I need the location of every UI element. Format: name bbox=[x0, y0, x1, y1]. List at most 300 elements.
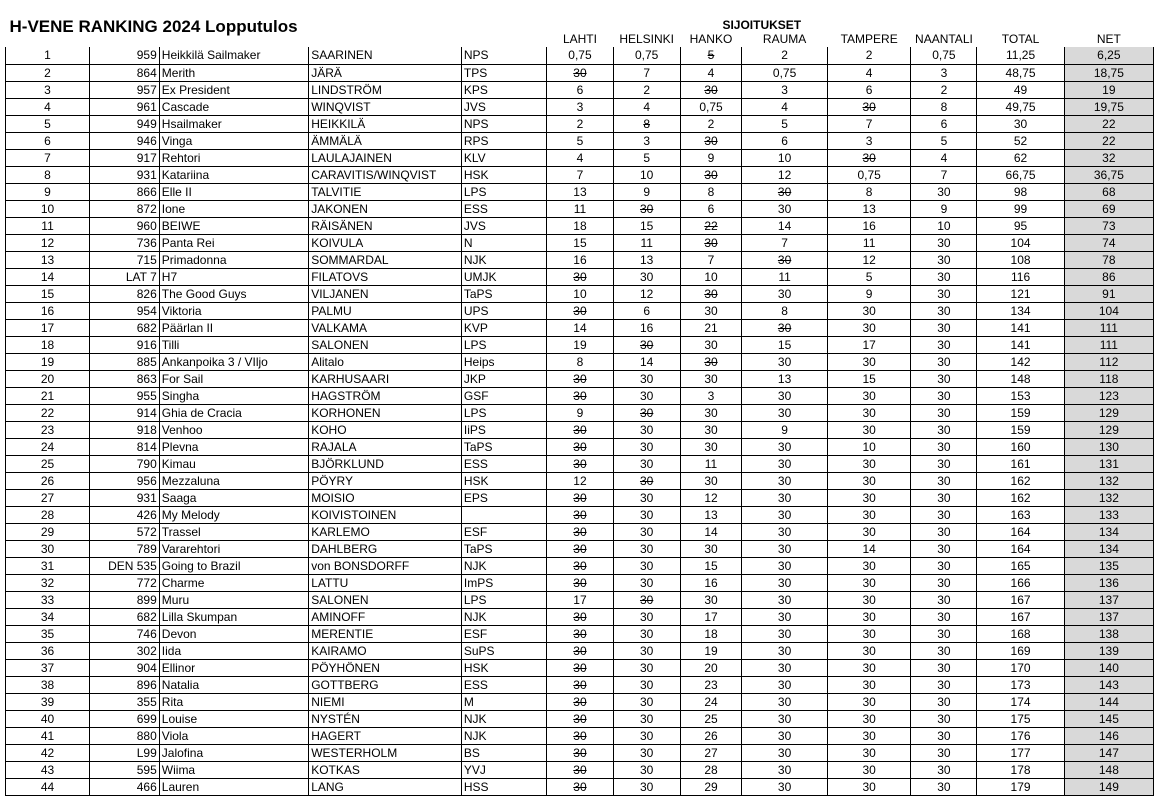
table-row bbox=[6, 710, 1154, 727]
sail-number-cell: L99 bbox=[90, 744, 160, 761]
net-cell: 136 bbox=[1064, 574, 1153, 591]
hanko-cell: 29 bbox=[680, 778, 742, 795]
boat-name-cell: Charme bbox=[159, 574, 308, 591]
tampere-cell: 0,75 bbox=[827, 166, 911, 183]
rank-cell: 43 bbox=[6, 761, 90, 778]
boat-name-cell: Ankanpoika 3 / VIljo bbox=[159, 353, 308, 370]
skipper-cell: WINQVIST bbox=[309, 98, 462, 115]
table-row bbox=[6, 472, 1154, 489]
table-row bbox=[6, 336, 1154, 353]
hanko-cell: 23 bbox=[680, 676, 742, 693]
sail-number-cell: 914 bbox=[90, 404, 160, 421]
skipper-cell: HAGSTRÖM bbox=[309, 387, 462, 404]
rank-cell: 37 bbox=[6, 659, 90, 676]
net-cell: 144 bbox=[1064, 693, 1153, 710]
lahti-cell: 30 bbox=[547, 268, 614, 285]
sail-number-cell: 814 bbox=[90, 438, 160, 455]
skipper-cell: KARLEMO bbox=[309, 523, 462, 540]
hanko-cell: 14 bbox=[680, 523, 742, 540]
tampere-cell: 30 bbox=[827, 302, 911, 319]
lahti-cell: 30 bbox=[547, 540, 614, 557]
boat-name-cell: Rehtori bbox=[159, 149, 308, 166]
total-cell: 162 bbox=[977, 489, 1064, 506]
net-cell: 139 bbox=[1064, 642, 1153, 659]
tampere-cell: 30 bbox=[827, 387, 911, 404]
boat-name-cell: Rita bbox=[159, 693, 308, 710]
helsinki-cell: 30 bbox=[613, 438, 680, 455]
tampere-cell: 30 bbox=[827, 455, 911, 472]
sail-number-cell: 954 bbox=[90, 302, 160, 319]
skipper-cell: RÄISÄNEN bbox=[309, 217, 462, 234]
hanko-cell: 6 bbox=[680, 200, 742, 217]
total-cell: 164 bbox=[977, 540, 1064, 557]
naantali-cell: 30 bbox=[911, 540, 977, 557]
naantali-cell: 30 bbox=[911, 761, 977, 778]
club-cell: NJK bbox=[461, 710, 546, 727]
hanko-cell: 0,75 bbox=[680, 98, 742, 115]
helsinki-cell: 30 bbox=[613, 778, 680, 795]
rank-cell: 21 bbox=[6, 387, 90, 404]
net-cell: 86 bbox=[1064, 268, 1153, 285]
skipper-cell: PALMU bbox=[309, 302, 462, 319]
hanko-cell: 30 bbox=[680, 336, 742, 353]
naantali-cell: 30 bbox=[911, 285, 977, 302]
net-cell: 118 bbox=[1064, 370, 1153, 387]
total-cell: 178 bbox=[977, 761, 1064, 778]
net-cell: 104 bbox=[1064, 302, 1153, 319]
boat-name-cell: Panta Rei bbox=[159, 234, 308, 251]
table-row bbox=[6, 659, 1154, 676]
skipper-cell: SOMMARDAL bbox=[309, 251, 462, 268]
sail-number-cell: 961 bbox=[90, 98, 160, 115]
tampere-cell: 30 bbox=[827, 761, 911, 778]
sail-number-cell: 699 bbox=[90, 710, 160, 727]
table-row bbox=[6, 370, 1154, 387]
net-cell: 133 bbox=[1064, 506, 1153, 523]
boat-name-cell: Louise bbox=[159, 710, 308, 727]
table-row bbox=[6, 387, 1154, 404]
skipper-cell: KOIVULA bbox=[309, 234, 462, 251]
tampere-cell: 6 bbox=[827, 81, 911, 98]
club-cell bbox=[461, 506, 546, 523]
club-cell: UMJK bbox=[461, 268, 546, 285]
club-cell: LPS bbox=[461, 336, 546, 353]
club-cell: HSK bbox=[461, 472, 546, 489]
lahti-cell: 30 bbox=[547, 710, 614, 727]
sail-number-cell: 960 bbox=[90, 217, 160, 234]
club-cell: ESS bbox=[461, 455, 546, 472]
col-naantali: NAANTALI bbox=[915, 32, 973, 46]
club-cell: TPS bbox=[461, 64, 546, 81]
table-row bbox=[6, 608, 1154, 625]
net-header-top bbox=[1064, 5, 1153, 31]
lahti-cell: 30 bbox=[547, 557, 614, 574]
net-cell: 129 bbox=[1064, 404, 1153, 421]
hanko-cell: 26 bbox=[680, 727, 742, 744]
rauma-cell: 15 bbox=[742, 336, 827, 353]
hanko-cell: 2 bbox=[680, 115, 742, 132]
rank-cell: 39 bbox=[6, 693, 90, 710]
lahti-cell: 16 bbox=[547, 251, 614, 268]
total-cell: 134 bbox=[977, 302, 1064, 319]
lahti-cell: 15 bbox=[547, 234, 614, 251]
naantali-cell: 5 bbox=[911, 132, 977, 149]
net-cell: 149 bbox=[1064, 778, 1153, 795]
col-total: TOTAL bbox=[1001, 32, 1040, 46]
sail-number-cell: 959 bbox=[90, 47, 160, 64]
total-cell: 179 bbox=[977, 778, 1064, 795]
boat-name-cell: Ellinor bbox=[159, 659, 308, 676]
tampere-cell: 30 bbox=[827, 319, 911, 336]
boat-name-cell: Elle II bbox=[159, 183, 308, 200]
lahti-cell: 30 bbox=[547, 693, 614, 710]
hanko-cell: 13 bbox=[680, 506, 742, 523]
total-cell: 148 bbox=[977, 370, 1064, 387]
table-row bbox=[6, 98, 1154, 115]
helsinki-cell: 16 bbox=[613, 319, 680, 336]
rauma-cell: 4 bbox=[742, 98, 827, 115]
tampere-cell: 17 bbox=[827, 336, 911, 353]
boat-name-cell: Muru bbox=[159, 591, 308, 608]
tampere-cell: 13 bbox=[827, 200, 911, 217]
skipper-cell: KAIRAMO bbox=[309, 642, 462, 659]
rauma-cell: 30 bbox=[742, 540, 827, 557]
lahti-cell: 14 bbox=[547, 319, 614, 336]
rauma-cell: 30 bbox=[742, 557, 827, 574]
tampere-cell: 3 bbox=[827, 132, 911, 149]
total-cell: 142 bbox=[977, 353, 1064, 370]
naantali-cell: 10 bbox=[911, 217, 977, 234]
lahti-cell: 30 bbox=[547, 574, 614, 591]
helsinki-cell: 30 bbox=[613, 489, 680, 506]
rank-cell: 3 bbox=[6, 81, 90, 98]
table-row bbox=[6, 64, 1154, 81]
tampere-cell: 30 bbox=[827, 625, 911, 642]
boat-name-cell: Viola bbox=[159, 727, 308, 744]
helsinki-cell: 5 bbox=[613, 149, 680, 166]
net-cell: 112 bbox=[1064, 353, 1153, 370]
net-cell: 18,75 bbox=[1064, 64, 1153, 81]
table-row bbox=[6, 166, 1154, 183]
sail-number-cell: 955 bbox=[90, 387, 160, 404]
tampere-cell: 30 bbox=[827, 472, 911, 489]
skipper-cell: VILJANEN bbox=[309, 285, 462, 302]
skipper-cell: AMINOFF bbox=[309, 608, 462, 625]
naantali-cell: 30 bbox=[911, 625, 977, 642]
hanko-cell: 27 bbox=[680, 744, 742, 761]
club-cell: LPS bbox=[461, 183, 546, 200]
boat-name-cell: Ex President bbox=[159, 81, 308, 98]
net-cell: 6,25 bbox=[1064, 47, 1153, 64]
rank-cell: 2 bbox=[6, 64, 90, 81]
helsinki-cell: 30 bbox=[613, 557, 680, 574]
tampere-cell: 30 bbox=[827, 710, 911, 727]
rank-cell: 15 bbox=[6, 285, 90, 302]
skipper-cell: LATTU bbox=[309, 574, 462, 591]
tampere-cell: 30 bbox=[827, 557, 911, 574]
helsinki-cell: 4 bbox=[613, 98, 680, 115]
total-cell: 165 bbox=[977, 557, 1064, 574]
boat-name-cell: Natalia bbox=[159, 676, 308, 693]
helsinki-cell: 30 bbox=[613, 591, 680, 608]
table-row bbox=[6, 489, 1154, 506]
boat-name-cell: Heikkilä Sailmaker bbox=[159, 47, 308, 64]
rauma-cell: 30 bbox=[742, 761, 827, 778]
table-row bbox=[6, 234, 1154, 251]
naantali-cell: 30 bbox=[911, 710, 977, 727]
table-row bbox=[6, 642, 1154, 659]
skipper-cell: HEIKKILÄ bbox=[309, 115, 462, 132]
helsinki-cell: 30 bbox=[613, 387, 680, 404]
rauma-cell: 0,75 bbox=[742, 64, 827, 81]
helsinki-cell: 30 bbox=[613, 676, 680, 693]
sail-number-cell: DEN 535 bbox=[90, 557, 160, 574]
table-row bbox=[6, 506, 1154, 523]
lahti-cell: 0,75 bbox=[547, 47, 614, 64]
net-cell: 91 bbox=[1064, 285, 1153, 302]
ranking-rows bbox=[6, 47, 1154, 795]
rank-cell: 1 bbox=[6, 47, 90, 64]
skipper-cell: KOHO bbox=[309, 421, 462, 438]
tampere-cell: 30 bbox=[827, 98, 911, 115]
group-header: SIJOITUKSET bbox=[722, 18, 802, 31]
tampere-cell: 5 bbox=[827, 268, 911, 285]
tampere-cell: 9 bbox=[827, 285, 911, 302]
lahti-cell: 30 bbox=[547, 438, 614, 455]
club-cell: ImPS bbox=[461, 574, 546, 591]
helsinki-cell: 13 bbox=[613, 251, 680, 268]
rauma-cell: 5 bbox=[742, 115, 827, 132]
net-cell: 146 bbox=[1064, 727, 1153, 744]
net-cell: 111 bbox=[1064, 319, 1153, 336]
total-cell: 108 bbox=[977, 251, 1064, 268]
sail-number-cell: 931 bbox=[90, 489, 160, 506]
rank-cell: 8 bbox=[6, 166, 90, 183]
col-hanko: HANKO bbox=[689, 32, 733, 46]
helsinki-cell: 7 bbox=[613, 64, 680, 81]
rank-cell: 10 bbox=[6, 200, 90, 217]
table-row bbox=[6, 404, 1154, 421]
skipper-cell: NYSTÉN bbox=[309, 710, 462, 727]
skipper-cell: NIEMI bbox=[309, 693, 462, 710]
rauma-cell: 30 bbox=[742, 676, 827, 693]
sail-number-cell: 790 bbox=[90, 455, 160, 472]
net-cell: 131 bbox=[1064, 455, 1153, 472]
net-cell: 19 bbox=[1064, 81, 1153, 98]
lahti-cell: 30 bbox=[547, 761, 614, 778]
club-cell: RPS bbox=[461, 132, 546, 149]
table-row bbox=[6, 744, 1154, 761]
total-cell: 164 bbox=[977, 523, 1064, 540]
club-cell: NPS bbox=[461, 47, 546, 64]
rank-cell: 17 bbox=[6, 319, 90, 336]
rauma-cell: 30 bbox=[742, 693, 827, 710]
table-row bbox=[6, 319, 1154, 336]
helsinki-cell: 30 bbox=[613, 659, 680, 676]
club-cell: M bbox=[461, 693, 546, 710]
rauma-cell: 30 bbox=[742, 353, 827, 370]
col-helsinki: HELSINKI bbox=[619, 32, 675, 46]
rank-cell: 35 bbox=[6, 625, 90, 642]
lahti-cell: 30 bbox=[547, 659, 614, 676]
hanko-cell: 17 bbox=[680, 608, 742, 625]
skipper-cell: GOTTBERG bbox=[309, 676, 462, 693]
rauma-cell: 30 bbox=[742, 489, 827, 506]
skipper-cell: von BONSDORFF bbox=[309, 557, 462, 574]
tampere-cell: 30 bbox=[827, 489, 911, 506]
hanko-cell: 3 bbox=[680, 387, 742, 404]
hanko-cell: 30 bbox=[680, 132, 742, 149]
total-cell: 104 bbox=[977, 234, 1064, 251]
club-cell: IiPS bbox=[461, 421, 546, 438]
boat-name-cell: Iida bbox=[159, 642, 308, 659]
skipper-cell: MERENTIE bbox=[309, 625, 462, 642]
club-cell: UPS bbox=[461, 302, 546, 319]
hanko-cell: 30 bbox=[680, 370, 742, 387]
boat-name-cell: Cascade bbox=[159, 98, 308, 115]
sail-number-cell: 302 bbox=[90, 642, 160, 659]
tampere-cell: 30 bbox=[827, 149, 911, 166]
table-row bbox=[6, 523, 1154, 540]
boat-name-cell: Wiima bbox=[159, 761, 308, 778]
tampere-cell: 30 bbox=[827, 506, 911, 523]
rauma-cell: 30 bbox=[742, 387, 827, 404]
total-cell: 121 bbox=[977, 285, 1064, 302]
sail-number-cell: 880 bbox=[90, 727, 160, 744]
naantali-cell: 30 bbox=[911, 489, 977, 506]
rauma-cell: 30 bbox=[742, 183, 827, 200]
lahti-cell: 30 bbox=[547, 642, 614, 659]
sail-number-cell: 896 bbox=[90, 676, 160, 693]
lahti-cell: 5 bbox=[547, 132, 614, 149]
naantali-cell: 30 bbox=[911, 659, 977, 676]
table-row bbox=[6, 217, 1154, 234]
total-cell: 62 bbox=[977, 149, 1064, 166]
net-cell: 78 bbox=[1064, 251, 1153, 268]
table-row bbox=[6, 438, 1154, 455]
boat-name-cell: Venhoo bbox=[159, 421, 308, 438]
sail-number-cell: 863 bbox=[90, 370, 160, 387]
naantali-cell: 30 bbox=[911, 744, 977, 761]
skipper-cell: MOISIO bbox=[309, 489, 462, 506]
skipper-cell: LINDSTRÖM bbox=[309, 81, 462, 98]
rauma-cell: 7 bbox=[742, 234, 827, 251]
naantali-cell: 4 bbox=[911, 149, 977, 166]
total-cell: 168 bbox=[977, 625, 1064, 642]
total-cell: 48,75 bbox=[977, 64, 1064, 81]
lahti-cell: 30 bbox=[547, 608, 614, 625]
club-cell: SuPS bbox=[461, 642, 546, 659]
club-cell: JKP bbox=[461, 370, 546, 387]
sail-number-cell: 866 bbox=[90, 183, 160, 200]
tampere-cell: 30 bbox=[827, 353, 911, 370]
naantali-cell: 7 bbox=[911, 166, 977, 183]
skipper-cell: CARAVITIS/WINQVIST bbox=[309, 166, 462, 183]
naantali-cell: 30 bbox=[911, 387, 977, 404]
rauma-cell: 30 bbox=[742, 200, 827, 217]
club-cell: TaPS bbox=[461, 438, 546, 455]
hanko-cell: 28 bbox=[680, 761, 742, 778]
col-tampere: TAMPERE bbox=[840, 32, 898, 46]
hanko-cell: 30 bbox=[680, 234, 742, 251]
net-cell: 147 bbox=[1064, 744, 1153, 761]
naantali-cell: 2 bbox=[911, 81, 977, 98]
naantali-cell: 30 bbox=[911, 268, 977, 285]
boat-name-cell: BEIWE bbox=[159, 217, 308, 234]
skipper-cell: JÄRÄ bbox=[309, 64, 462, 81]
tampere-cell: 30 bbox=[827, 676, 911, 693]
rank-cell: 28 bbox=[6, 506, 90, 523]
helsinki-cell: 30 bbox=[613, 268, 680, 285]
rank-cell: 5 bbox=[6, 115, 90, 132]
rauma-cell: 30 bbox=[742, 404, 827, 421]
table-row bbox=[6, 132, 1154, 149]
table-row bbox=[6, 200, 1154, 217]
sail-number-cell: 355 bbox=[90, 693, 160, 710]
net-cell: 132 bbox=[1064, 472, 1153, 489]
boat-name-cell: Lauren bbox=[159, 778, 308, 795]
rauma-cell: 30 bbox=[742, 625, 827, 642]
sail-number-cell: 904 bbox=[90, 659, 160, 676]
sail-number-cell: 949 bbox=[90, 115, 160, 132]
helsinki-cell: 11 bbox=[613, 234, 680, 251]
boat-name-cell: Katariina bbox=[159, 166, 308, 183]
sail-number-cell: 956 bbox=[90, 472, 160, 489]
table-row bbox=[6, 540, 1154, 557]
total-cell: 141 bbox=[977, 336, 1064, 353]
sail-number-cell: 736 bbox=[90, 234, 160, 251]
lahti-cell: 30 bbox=[547, 625, 614, 642]
table-row bbox=[6, 183, 1154, 200]
total-cell: 175 bbox=[977, 710, 1064, 727]
helsinki-cell: 8 bbox=[613, 115, 680, 132]
total-cell: 99 bbox=[977, 200, 1064, 217]
table-row bbox=[6, 115, 1154, 132]
total-cell: 159 bbox=[977, 421, 1064, 438]
rauma-cell: 30 bbox=[742, 506, 827, 523]
hanko-cell: 5 bbox=[680, 47, 742, 64]
naantali-cell: 30 bbox=[911, 183, 977, 200]
net-cell: 140 bbox=[1064, 659, 1153, 676]
helsinki-cell: 30 bbox=[613, 472, 680, 489]
helsinki-cell: 30 bbox=[613, 642, 680, 659]
rank-cell: 6 bbox=[6, 132, 90, 149]
sail-number-cell: 899 bbox=[90, 591, 160, 608]
table-row bbox=[6, 574, 1154, 591]
tampere-cell: 30 bbox=[827, 727, 911, 744]
boat-name-cell: Vararehtori bbox=[159, 540, 308, 557]
naantali-cell: 6 bbox=[911, 115, 977, 132]
total-cell: 167 bbox=[977, 591, 1064, 608]
naantali-cell: 9 bbox=[911, 200, 977, 217]
sail-number-cell: 957 bbox=[90, 81, 160, 98]
helsinki-cell: 30 bbox=[613, 506, 680, 523]
rank-cell: 42 bbox=[6, 744, 90, 761]
naantali-cell: 30 bbox=[911, 778, 977, 795]
boat-name-cell: Vinga bbox=[159, 132, 308, 149]
boat-name-cell: Ione bbox=[159, 200, 308, 217]
lahti-cell: 30 bbox=[547, 727, 614, 744]
rank-cell: 41 bbox=[6, 727, 90, 744]
table-row bbox=[6, 557, 1154, 574]
club-cell: KLV bbox=[461, 149, 546, 166]
rauma-cell: 6 bbox=[742, 132, 827, 149]
helsinki-cell: 30 bbox=[613, 404, 680, 421]
rank-cell: 23 bbox=[6, 421, 90, 438]
boat-name-cell: Merith bbox=[159, 64, 308, 81]
skipper-cell: LANG bbox=[309, 778, 462, 795]
net-cell: 145 bbox=[1064, 710, 1153, 727]
